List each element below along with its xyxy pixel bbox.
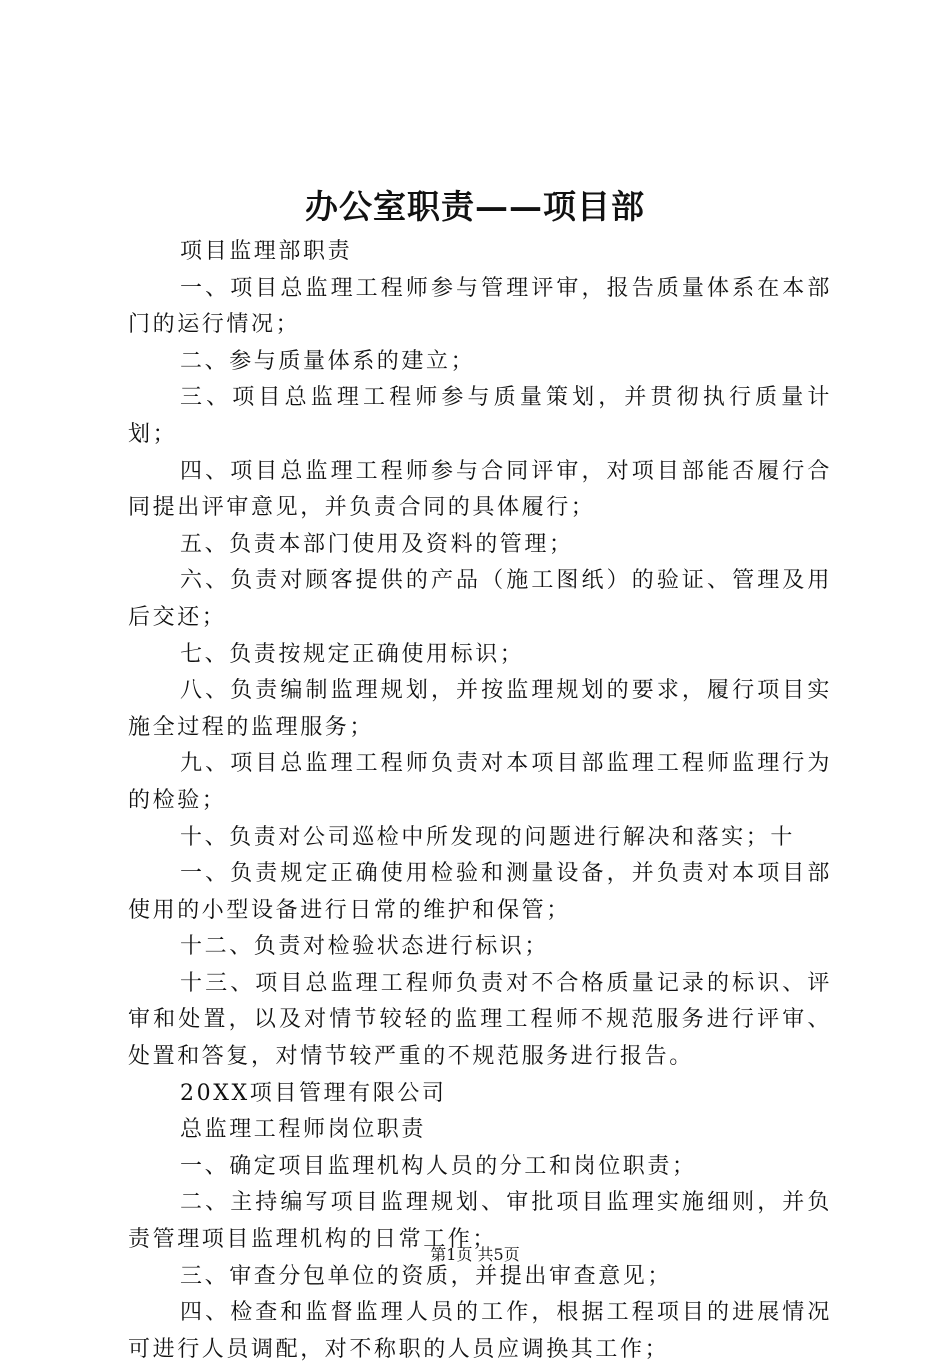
- paragraph-item: 一、确定项目监理机构人员的分工和岗位职责；: [180, 1153, 697, 1179]
- paragraph-item: 六、负责对顾客提供的产品（施工图纸）的验证、管理及用后交还；: [128, 568, 832, 630]
- paragraph-item: 二、主持编写项目监理规划、审批项目监理实施细则，并负责管理项目监理机构的日常工作；: [128, 1190, 832, 1253]
- paragraph-item: 四、项目总监理工程师参与合同评审，对项目部能否履行合同提出评审意见，并负责合同的具体履行；: [128, 458, 832, 521]
- paragraph-item: 十二、负责对检验状态进行标识；: [180, 934, 550, 960]
- paragraph-item: 十三、项目总监理工程师负责对不合格质量记录的标识、评审和处置，以及对情节较轻的监理工程师不规范服务进行评审、处置和答复，对情节较严重的不规范服务进行报告。: [128, 970, 832, 1070]
- paragraph-heading-project-dept: 项目监理部职责: [180, 239, 353, 264]
- paragraph-item: 四、检查和监督监理人员的工作，根据工程项目的进展情况可进行人员调配，对不称职的人员应调换其工作；: [128, 1300, 832, 1362]
- paragraph-item: 五、负责本部门使用及资料的管理；: [180, 531, 574, 557]
- document-title: 办公室职责——项目部: [305, 187, 645, 226]
- company-name: 20XX项目管理有限公司: [180, 1080, 447, 1106]
- paragraph-item: 二、参与质量体系的建立；: [180, 348, 476, 374]
- document-body: [128, 234, 832, 1368]
- paragraph-item: 三、项目总监理工程师参与质量策划，并贯彻执行质量计划；: [128, 385, 832, 447]
- paragraph-item: 一、项目总监理工程师参与管理评审，报告质量体系在本部门的运行情况；: [128, 275, 832, 338]
- paragraph-item: 七、负责按规定正确使用标识；: [180, 641, 525, 667]
- paragraph-heading-chief-engineer: 总监理工程师岗位职责: [180, 1117, 427, 1143]
- paragraph-item: 十、负责对公司巡检中所发现的问题进行解决和落实；十: [180, 824, 796, 850]
- paragraph-item: 八、负责编制监理规划，并按监理规划的要求，履行项目实施全过程的监理服务；: [128, 678, 832, 740]
- paragraph-item: 九、项目总监理工程师负责对本项目部监理工程师监理行为的检验；: [128, 751, 832, 813]
- paragraph-item: 三、审查分包单位的资质，并提出审查意见；: [180, 1263, 673, 1289]
- paragraph-item: 一、负责规定正确使用检验和测量设备，并负责对本项目部使用的小型设备进行日常的维护和保管；: [128, 861, 832, 923]
- page-number-footer: 第1页 共5页: [430, 1245, 520, 1264]
